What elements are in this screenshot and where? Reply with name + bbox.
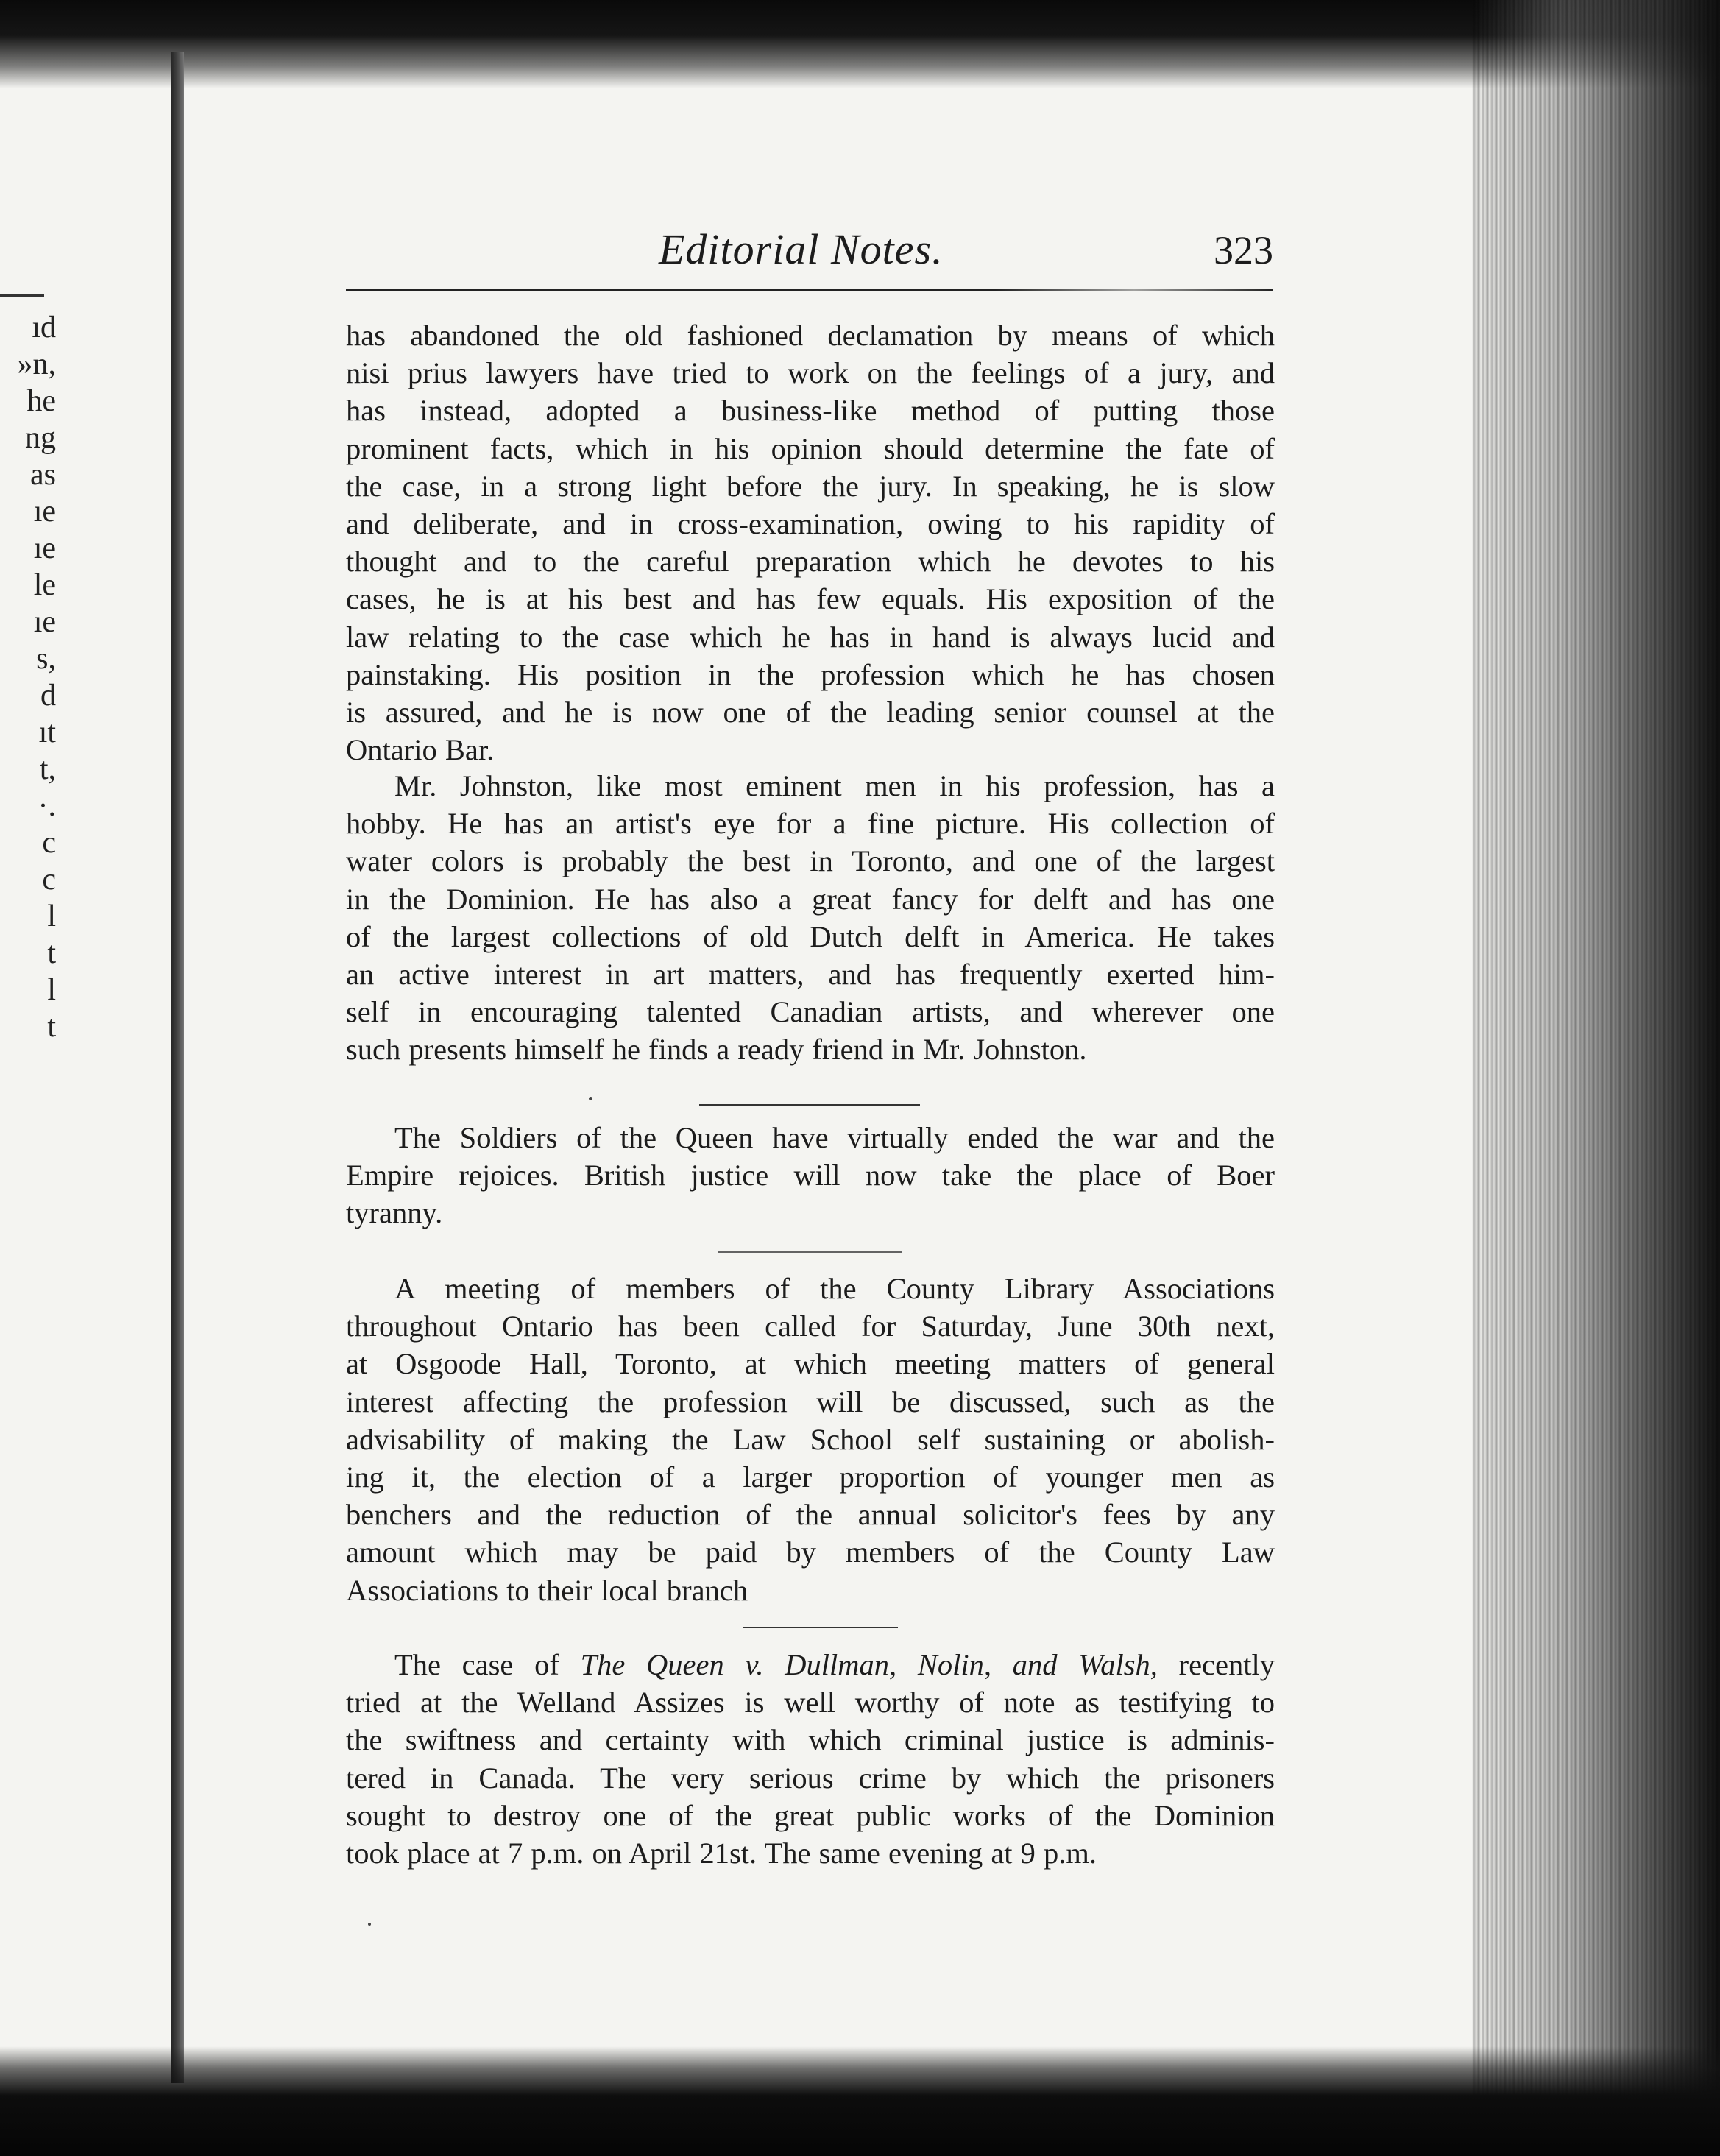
margin-fragment: t, <box>39 752 56 786</box>
text-line: took place at 7 p.m. on April 21st. The same evening at 9 p.m. <box>346 1837 1097 1870</box>
margin-fragment: as <box>30 458 56 492</box>
text-line: advisability of making the Law School self sustaining or abolish- <box>346 1422 1275 1456</box>
page-edge-stack <box>1472 0 1720 2156</box>
paragraph-queen-case <box>346 1646 1275 1872</box>
text-line: The Soldiers of the Queen have virtually ended the war and the <box>394 1121 1275 1154</box>
paragraph-soldiers <box>346 1119 1275 1232</box>
margin-fragment: ıe <box>33 605 56 639</box>
text-line: A meeting of members of the County Library Associations <box>394 1272 1275 1305</box>
margin-fragment: l <box>47 899 56 933</box>
page-number: 323 <box>1214 228 1273 272</box>
margin-rule <box>0 294 44 297</box>
text-line: throughout Ontario has been called for Saturday, June 30th next, <box>346 1309 1275 1343</box>
case-intro: The case of <box>394 1648 581 1681</box>
ink-speck <box>589 1097 592 1100</box>
paragraph-johnston <box>346 767 1275 1069</box>
running-head <box>339 225 1273 276</box>
text-line <box>346 1646 1275 1683</box>
previous-page-margin-fragments <box>0 309 59 1045</box>
scan-top-shadow <box>0 0 1720 88</box>
margin-fragment: ıe <box>33 495 56 529</box>
text-line: at Osgoode Hall, Toronto, at which meeting matters of general <box>346 1347 1275 1381</box>
text-line: nisi prius lawyers have tried to work on the feelings of a jury, and <box>346 356 1275 390</box>
section-divider <box>699 1104 920 1106</box>
text-line: benchers and the reduction of the annual solicitor's fees by any <box>346 1498 1275 1532</box>
text-line: prominent facts, which in his opinion should determine the fate of <box>346 431 1275 465</box>
margin-fragment: ·. <box>38 789 56 823</box>
margin-fragment: le <box>33 568 56 602</box>
ink-speck <box>368 1923 371 1926</box>
margin-fragment: ng <box>25 421 56 455</box>
text-line: Associations to their local branch <box>346 1573 748 1607</box>
text-line: self in encouraging talented Canadian artists, and wherever one <box>346 995 1275 1029</box>
section-divider <box>743 1627 898 1628</box>
margin-fragment: ıe <box>33 531 56 565</box>
text-line: tered in Canada. The very serious crime by which the prisoners <box>346 1761 1275 1795</box>
text-line: sought to destroy one of the great public works of the Dominion <box>346 1798 1275 1832</box>
margin-fragment: he <box>26 384 56 418</box>
margin-fragment: c <box>42 826 56 860</box>
text-line: Mr. Johnston, like most eminent men in his profession, has a <box>394 769 1275 802</box>
text-line: has instead, adopted a business-like method of putting those <box>346 394 1275 428</box>
text-line: hobby. He has an artist's eye for a fine picture. His collection of <box>346 807 1275 841</box>
margin-fragment: »n, <box>17 347 56 381</box>
case-name: The Queen v. Dullman, Nolin, and Walsh, <box>580 1648 1158 1681</box>
text-line: Ontario Bar. <box>346 733 495 767</box>
text-line: amount which may be paid by members of the County Law <box>346 1535 1275 1569</box>
text-line: thought and to the careful preparation which he devotes to his <box>346 545 1275 579</box>
margin-fragment: ıt <box>38 715 56 749</box>
paragraph-meeting <box>346 1270 1275 1609</box>
text-line: tried at the Welland Assizes is well worthy of note as testifying to <box>346 1686 1275 1720</box>
header-rule <box>346 289 1273 291</box>
text-line: of the largest collections of old Dutch delft in America. He takes <box>346 919 1275 953</box>
book-spine <box>171 52 184 2083</box>
text-line: the case, in a strong light before the jury. In speaking, he is slow <box>346 469 1275 503</box>
text-line: an active interest in art matters, and has frequently exerted him- <box>346 958 1275 992</box>
text-line: painstaking. His position in the profession which he has chosen <box>346 657 1275 691</box>
text-line: ing it, the election of a larger proportion of younger men as <box>346 1460 1275 1494</box>
text-line: water colors is probably the best in Toronto, and one of the largest <box>346 844 1275 878</box>
margin-fragment: t <box>47 1010 56 1044</box>
scan-bottom-shadow <box>0 2046 1720 2156</box>
text-line: and deliberate, and in cross-examination, owing to his rapidity of <box>346 507 1275 541</box>
margin-fragment: c <box>42 863 56 897</box>
text-line: is assured, and he is now one of the leading senior counsel at the <box>346 696 1275 729</box>
text-line: such presents himself he finds a ready friend in Mr. Johnston. <box>346 1033 1087 1067</box>
margin-fragment: t <box>47 936 56 970</box>
text-line: the swiftness and certainty with which criminal justice is adminis- <box>346 1723 1275 1757</box>
case-intro-end: recently <box>1157 1648 1275 1681</box>
text-line: tyranny. <box>346 1196 443 1230</box>
section-divider <box>718 1251 902 1253</box>
margin-fragment: d <box>40 679 56 713</box>
margin-fragment: l <box>47 973 56 1007</box>
text-line: has abandoned the old fashioned declamation by means of which <box>346 319 1275 352</box>
running-title: Editorial Notes. <box>659 225 944 273</box>
paragraph-continued <box>346 317 1275 768</box>
text-line: cases, he is at his best and has few equals. His exposition of the <box>346 582 1275 616</box>
text-line: law relating to the case which he has in hand is always lucid and <box>346 620 1275 654</box>
margin-fragment: s, <box>36 642 56 676</box>
margin-fragment: ıd <box>32 311 56 344</box>
text-line: Empire rejoices. British justice will now take the place of Boer <box>346 1159 1275 1192</box>
text-line: in the Dominion. He has also a great fancy for delft and has one <box>346 882 1275 916</box>
text-line: interest affecting the profession will be discussed, such as the <box>346 1385 1275 1418</box>
